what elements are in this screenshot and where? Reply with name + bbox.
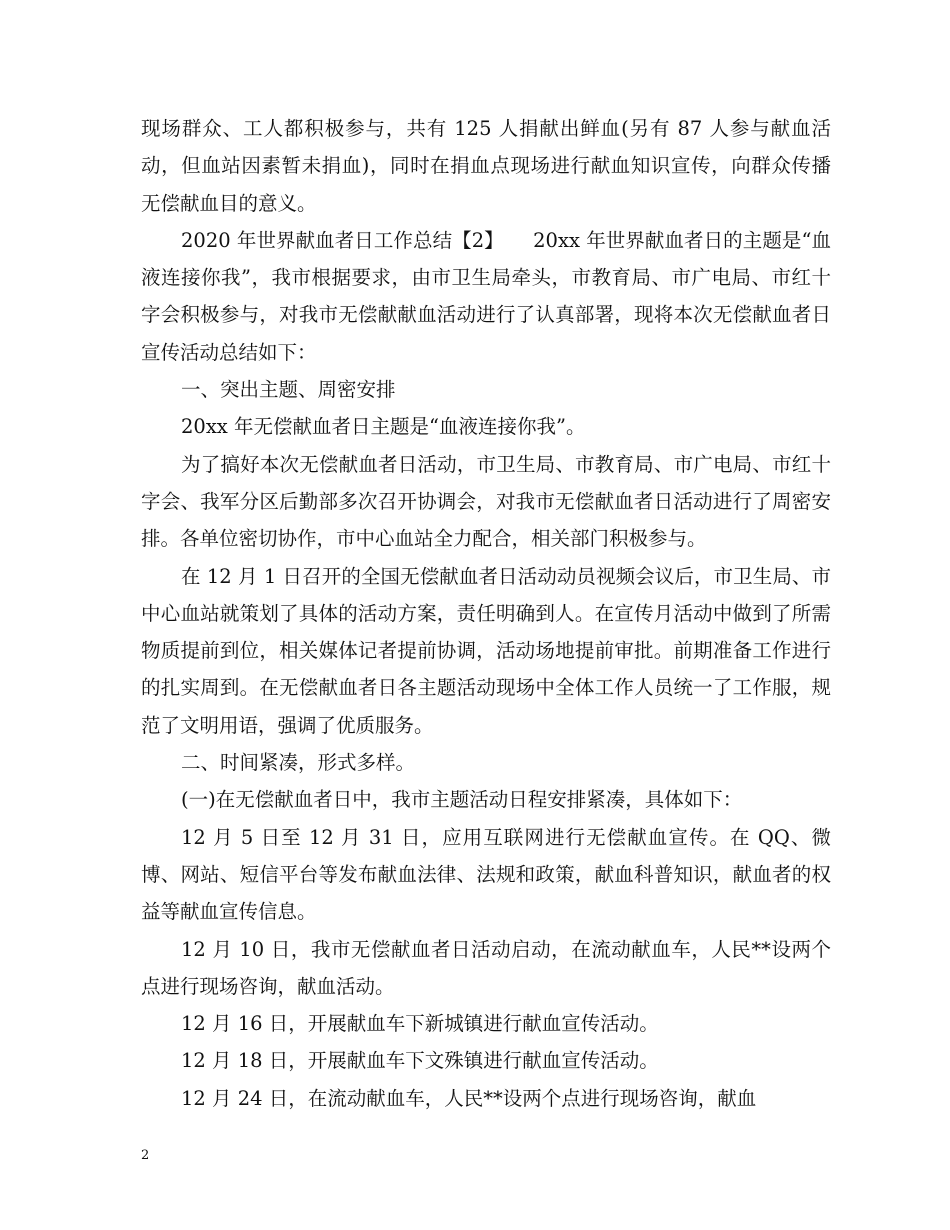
paragraph-preparation: 在 12 月 1 日召开的全国无偿献血者日活动动员视频会议后，市卫生局、市中心血站就策划了具体的活动方案，责任明确到人。在宣传月活动中做到了所需物质提前到位，相关媒体记者提前协调，活动场地提前审批。前期准备工作进行的扎实周到。在无偿献血者日各主题活动现场中全体工作人员统一了工作服，规范了文明用语，强调了优质服务。 [141, 564, 831, 737]
schedule-item-dec-16: 12 月 16 日，开展献血车下新城镇进行献血宣传活动。 [181, 1012, 659, 1036]
schedule-item-dec-10: 12 月 10 日，我市无偿献血者日活动启动，在流动献血车，人民**设两个点进行现场咨询，献血活动。 [141, 937, 831, 998]
paragraph-theme: 20xx 年无偿献血者日主题是“血液连接你我”。 [181, 415, 586, 439]
page-number: 2 [141, 1148, 150, 1163]
paragraph-1: 现场群众、工人都积极参与，共有 125 人捐献出鲜血(另有 87 人参与献血活动，但血站因素暂未捐血)，同时在捐血点现场进行献血知识宣传，向群众传播无偿献血目的意义。 [141, 117, 831, 215]
section-heading-2: 二、时间紧凑，形式多样。 [181, 751, 416, 775]
subsection-heading-1: (一)在无偿献血者日中，我市主题活动日程安排紧凑，具体如下： [181, 788, 743, 812]
schedule-item-dec-24: 12 月 24 日，在流动献血车，人民**设两个点进行现场咨询，献血 [181, 1086, 757, 1110]
section-heading-1: 一、突出主题、周密安排 [181, 378, 396, 402]
paragraph-coordination: 为了搞好本次无偿献血者日活动，市卫生局、市教育局、市广电局、市红十字会、我军分区后勤部多次召开协调会，对我市无偿献血者日活动进行了周密安排。各单位密切协作，市中心血站全力配合，相关部门积极参与。 [141, 452, 831, 551]
schedule-item-dec-18: 12 月 18 日，开展献血车下文殊镇进行献血宣传活动。 [181, 1049, 659, 1073]
document-body [141, 110, 831, 1117]
paragraph-2: 2020 年世界献血者日工作总结【2】 20xx 年世界献血者日的主题是“血液连接你我”，我市根据要求，由市卫生局牵头，市教育局、市广电局、市红十字会积极参与，对我市无偿献献血活动进行了认真部署，现将本次无偿献血者日宣传活动总结如下： [141, 228, 831, 364]
schedule-item-dec-5: 12 月 5 日至 12 月 31 日，应用互联网进行无偿献血宣传。在 QQ、微博、网站、短信平台等发布献血法律、法规和政策，献血科普知识，献血者的权益等献血宣传信息。 [141, 825, 831, 924]
